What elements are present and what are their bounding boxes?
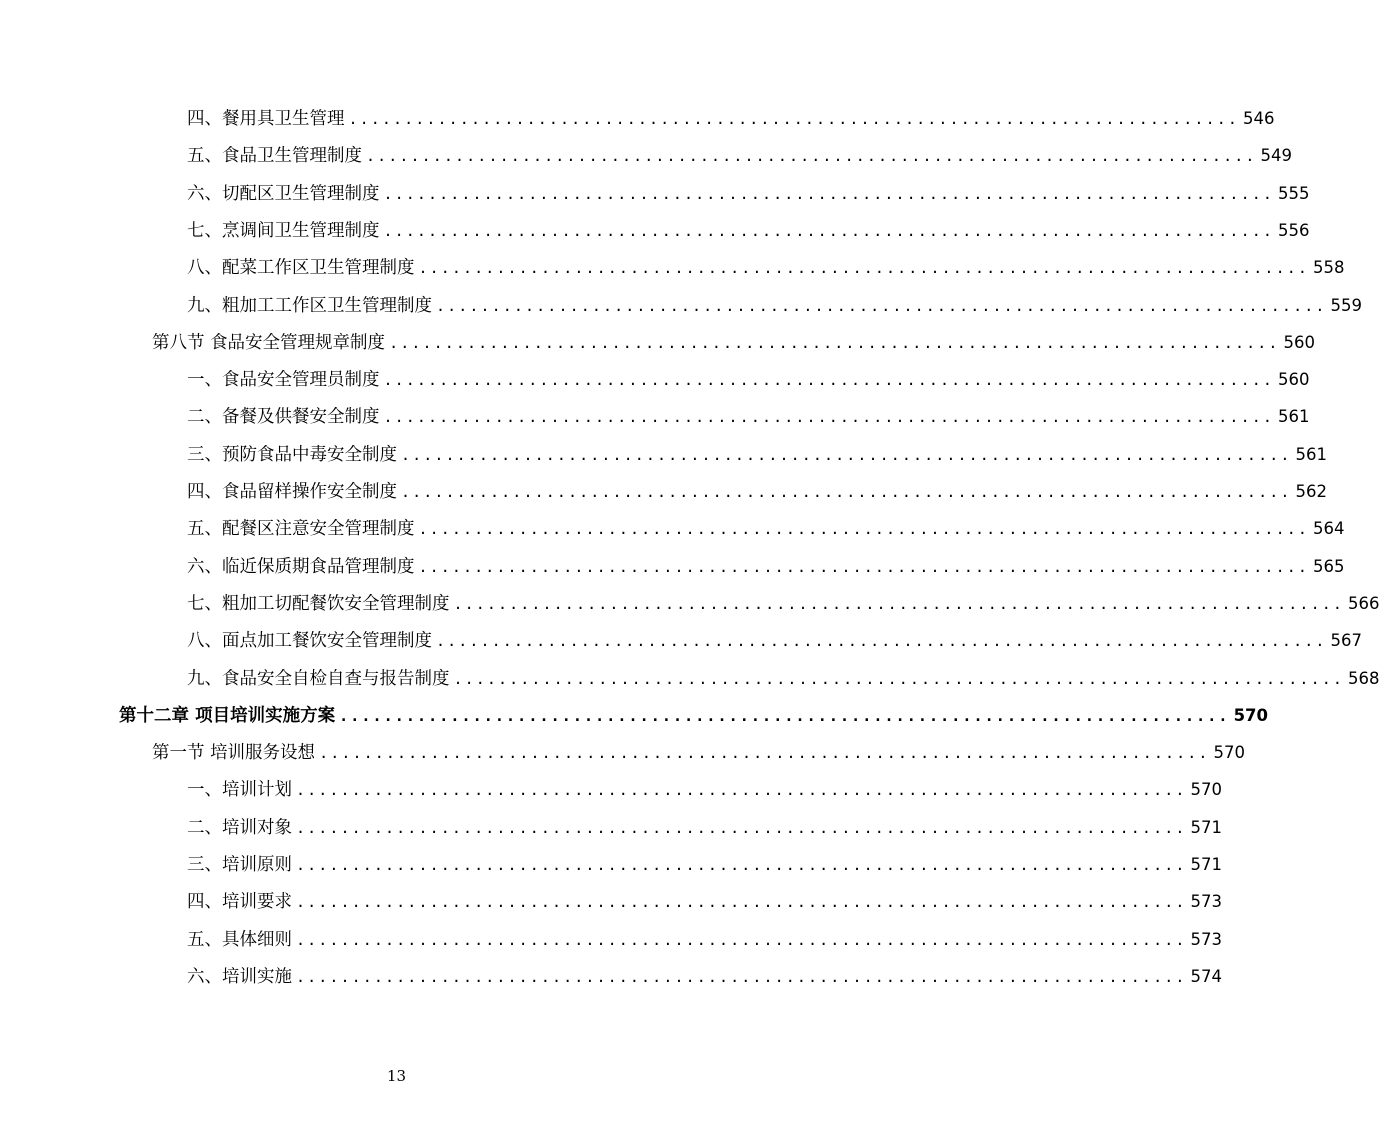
toc-entry-page: 560 <box>1277 370 1310 390</box>
toc-entry-title: 六、培训实施 <box>187 966 292 987</box>
toc-entry-title: 七、烹调间卫生管理制度 <box>187 220 380 241</box>
toc-entry-page: 568 <box>1347 668 1379 688</box>
toc-entry-page: 567 <box>1330 631 1362 651</box>
toc-leader-dots: ................................................................................ <box>418 520 1309 539</box>
toc-entry[interactable] <box>187 887 1222 917</box>
toc-leader-dots: ................................................................................ <box>296 967 1187 986</box>
toc-leader-dots: ................................................................................ <box>339 706 1230 725</box>
toc-entry[interactable] <box>187 104 1275 134</box>
toc-leader-dots: ................................................................................ <box>436 296 1327 315</box>
toc-entry-title: 一、食品安全管理员制度 <box>187 370 380 391</box>
toc-entry-title: 一、培训计划 <box>187 780 292 801</box>
toc-leader-dots: ................................................................................ <box>383 184 1274 203</box>
toc-leader-dots: ................................................................................ <box>296 818 1187 837</box>
toc-entry-page: 549 <box>1260 146 1292 166</box>
toc-entry-page: 556 <box>1277 220 1310 240</box>
toc-entry[interactable] <box>187 291 1362 321</box>
toc-entry-title: 九、食品安全自检自查与报告制度 <box>187 668 450 689</box>
toc-entry[interactable] <box>187 402 1310 432</box>
toc-entry[interactable] <box>152 738 1246 768</box>
toc-leader-dots: ................................................................................ <box>418 259 1309 278</box>
toc-entry-title: 五、配餐区注意安全管理制度 <box>187 519 415 540</box>
toc-entry-title: 五、食品卫生管理制度 <box>187 146 362 167</box>
toc-leader-dots: ................................................................................ <box>296 930 1187 949</box>
page-number: 13 <box>386 1067 407 1085</box>
toc-entry[interactable] <box>187 552 1345 582</box>
toc-leader-dots: ................................................................................ <box>348 110 1239 128</box>
toc-entry[interactable] <box>187 477 1327 507</box>
toc-entry-title: 八、面点加工餐饮安全管理制度 <box>187 631 432 652</box>
toc-entry-page: 561 <box>1277 407 1310 427</box>
toc-entry-title: 八、配菜工作区卫生管理制度 <box>187 258 415 279</box>
toc-leader-dots: ................................................................................ <box>383 371 1274 390</box>
toc-entry-title: 二、备餐及供餐安全制度 <box>187 407 380 428</box>
toc-leader-dots: ................................................................................ <box>296 781 1187 800</box>
toc-entry-page: 574 <box>1190 966 1222 986</box>
toc-entry-title: 二、培训对象 <box>187 817 292 838</box>
toc-entry-title: 九、粗加工工作区卫生管理制度 <box>187 295 432 316</box>
toc-entry-page: 558 <box>1312 258 1345 278</box>
toc-entry[interactable] <box>187 514 1345 544</box>
toc-leader-dots: ................................................................................ <box>319 744 1210 763</box>
toc-entry-page: 570 <box>1213 743 1246 763</box>
toc-leader-dots: ................................................................................ <box>296 893 1187 912</box>
toc-leader-dots: ................................................................................ <box>296 856 1187 874</box>
toc-entry-page: 570 <box>1190 780 1222 800</box>
toc-entry[interactable] <box>187 775 1222 805</box>
toc-entry-page: 559 <box>1330 295 1362 315</box>
toc-entry-title: 四、餐用具卫生管理 <box>187 109 345 129</box>
toc-entry-title: 第八节 食品安全管理规章制度 <box>152 332 386 353</box>
toc-leader-dots: ................................................................................ <box>401 445 1292 464</box>
toc-entry-title: 第十二章 项目培训实施方案 <box>119 705 336 726</box>
toc-entry-title: 七、粗加工切配餐饮安全管理制度 <box>187 593 450 614</box>
toc-entry-title: 五、具体细则 <box>187 929 292 950</box>
toc-entry-page: 555 <box>1277 183 1310 203</box>
toc-entry[interactable] <box>187 626 1362 656</box>
toc-entry-page: 565 <box>1312 556 1345 576</box>
toc-entry[interactable] <box>187 589 1379 619</box>
toc-entry-chapter[interactable] <box>119 701 1269 731</box>
toc-entry[interactable] <box>187 179 1310 209</box>
toc-entry[interactable] <box>187 253 1345 283</box>
toc-entry[interactable] <box>152 328 1316 358</box>
toc-entry-title: 三、培训原则 <box>187 855 292 875</box>
toc-entry-title: 四、培训要求 <box>187 892 292 913</box>
toc-leader-dots: ................................................................................ <box>383 408 1274 427</box>
toc-entry-title: 第一节 培训服务设想 <box>152 743 316 764</box>
toc-leader-dots: ................................................................................ <box>389 333 1280 352</box>
toc-entry[interactable] <box>187 850 1222 880</box>
toc-entry-page: 566 <box>1347 593 1379 613</box>
toc-entry-page: 562 <box>1295 482 1327 501</box>
toc-entry-page: 546 <box>1242 109 1275 128</box>
toc-entry-title: 六、切配区卫生管理制度 <box>187 183 380 204</box>
toc-leader-dots: ................................................................................ <box>383 221 1274 240</box>
toc-entry-page: 564 <box>1312 519 1345 539</box>
toc-entry-page: 571 <box>1190 817 1222 837</box>
toc-entry-title: 四、食品留样操作安全制度 <box>187 482 397 502</box>
toc-entry-page: 573 <box>1190 929 1222 949</box>
toc-entry-page: 560 <box>1283 332 1316 352</box>
toc-entry[interactable] <box>187 813 1222 843</box>
toc-entry-title: 六、临近保质期食品管理制度 <box>187 556 415 577</box>
toc-entry[interactable] <box>187 365 1310 395</box>
toc-leader-dots: ................................................................................ <box>401 483 1292 501</box>
toc-leader-dots: ................................................................................ <box>436 632 1327 651</box>
toc-entry-page: 561 <box>1295 444 1327 464</box>
toc-entry[interactable] <box>187 141 1292 171</box>
toc-leader-dots: ................................................................................ <box>453 594 1344 613</box>
toc-entry-title: 三、预防食品中毒安全制度 <box>187 444 397 465</box>
toc-entry-page: 571 <box>1190 855 1222 874</box>
toc-entry-page: 570 <box>1233 705 1269 725</box>
toc-entry[interactable] <box>187 440 1327 470</box>
toc-leader-dots: ................................................................................ <box>453 669 1344 688</box>
toc-leader-dots: ................................................................................ <box>366 147 1257 166</box>
toc-entry-page: 573 <box>1190 892 1222 912</box>
toc-entry[interactable] <box>187 962 1222 992</box>
toc-entry[interactable] <box>187 216 1310 246</box>
toc-entry[interactable] <box>187 664 1379 694</box>
toc-leader-dots: ................................................................................ <box>418 557 1309 576</box>
toc-entry[interactable] <box>187 925 1222 955</box>
